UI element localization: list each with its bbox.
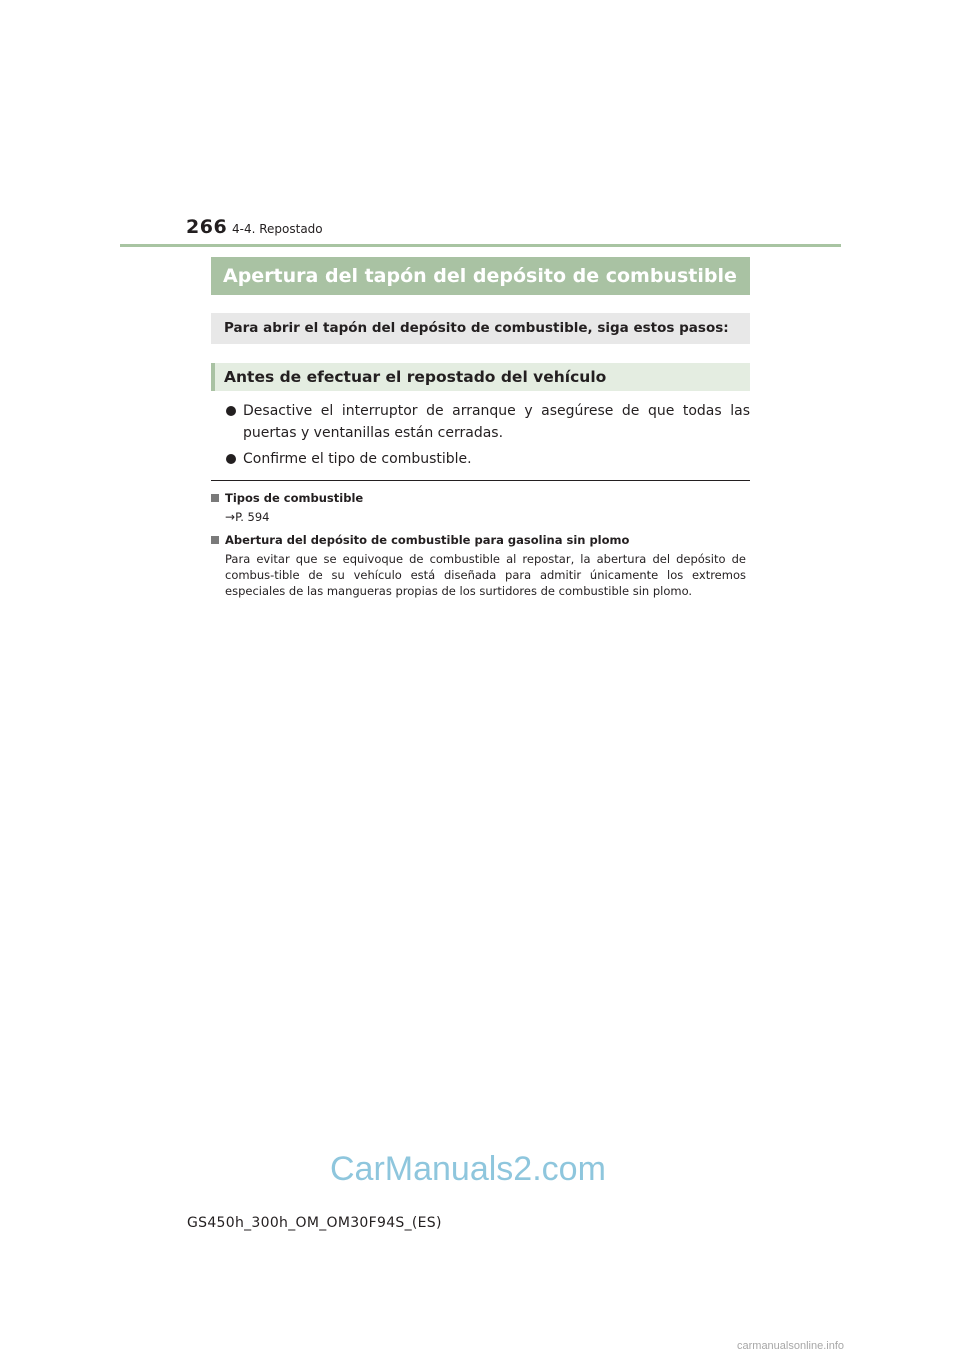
- subheading: Antes de efectuar el repostado del vehículo: [211, 363, 750, 391]
- square-bullet-icon: [211, 536, 219, 544]
- bullet-item: [225, 448, 750, 470]
- bullet-dot-icon: [226, 454, 236, 464]
- note-title-text: Tipos de combustible: [225, 491, 364, 505]
- page-reference-link[interactable]: P. 594: [235, 510, 270, 524]
- page-number: 266: [186, 216, 228, 238]
- intro-box: Para abrir el tapón del depósito de combustible, siga estos pasos:: [211, 313, 750, 344]
- section-label: 4-4. Repostado: [232, 222, 323, 236]
- note-title: [211, 532, 746, 548]
- watermark: CarManuals2.com: [330, 1150, 606, 1188]
- note-reference: [211, 509, 746, 525]
- footer-code: GS450h_300h_OM_OM30F94S_(ES): [187, 1215, 442, 1231]
- square-bullet-icon: [211, 494, 219, 502]
- section-divider: [211, 480, 750, 481]
- note-title-text: Abertura del depósito de combustible para gasolina sin plomo: [225, 533, 630, 547]
- arrow-right-icon: →: [225, 510, 236, 524]
- bullet-item: [225, 400, 750, 444]
- note-body: Para evitar que se equivoque de combustible al repostar, la abertura del depósito de combus-tible de su vehículo está diseñada para admitir únicamente los extremos especiales de las mangueras propias de los surtidores de combustible sin plomo.: [225, 552, 746, 598]
- bullet-dot-icon: [226, 406, 236, 416]
- bullet-text: Desactive el interruptor de arranque y asegúrese de que todas las puertas y ventanillas están cerradas.: [243, 403, 750, 441]
- bullet-list: [225, 400, 750, 474]
- note-fuel-types: [211, 490, 746, 525]
- note-fuel-opening: [211, 532, 746, 599]
- header-rule: [120, 244, 841, 247]
- source-site: carmanualsonline.info: [737, 1340, 845, 1352]
- main-heading: Apertura del tapón del depósito de combustible: [211, 257, 750, 295]
- bullet-text: Confirme el tipo de combustible.: [243, 451, 472, 467]
- note-title: [211, 490, 746, 506]
